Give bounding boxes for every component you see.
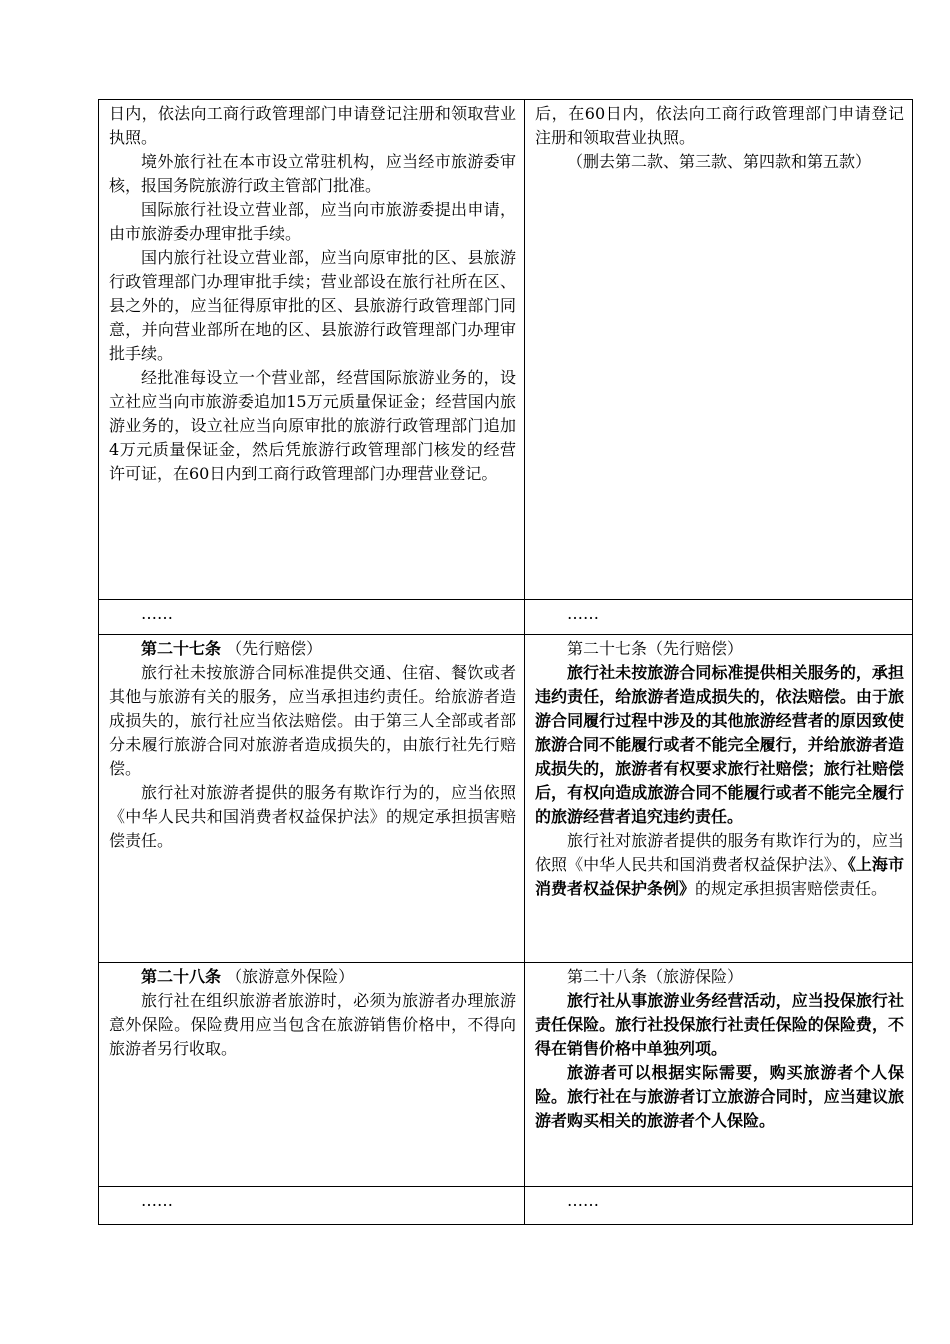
paragraph: 国内旅行社设立营业部，应当向原审批的区、县旅游行政管理部门办理审批手续；营业部设在旅行社所在区、县之外的，应当征得原审批的区、县旅游行政管理部门同意，并向营业部所在地的区、县旅游行政管理部门办理审批手续。 — [109, 248, 516, 363]
article-number: 第二十七条 — [141, 639, 222, 658]
paragraph: 旅行社对旅游者提供的服务有欺诈行为的，应当依照《中华人民共和国消费者权益保护法》的规定承担损害赔偿责任。 — [109, 783, 516, 850]
ellipsis-cell — [525, 600, 913, 635]
table-row — [99, 963, 913, 1187]
article-number: 第二十八条 — [141, 967, 222, 986]
article-number: 第二十八条（旅游保险） — [567, 967, 744, 986]
article-heading — [109, 637, 516, 661]
table-row — [99, 100, 913, 600]
ellipsis: …… — [567, 1191, 599, 1210]
ellipsis: …… — [141, 1191, 173, 1210]
amended-paragraph: 旅行社未按旅游合同标准提供相关服务的，承担违约责任，给旅游者造成损失的，依法赔偿。由于旅游合同履行过程中涉及的其他旅游经营者的原因致使旅游合同不能履行或者不能完全履行，并给旅游者造成损失的，旅游者有权要求旅行社赔偿；旅行社赔偿后，有权向造成旅游合同不能履行或者不能完全履行的旅游经营者追究违约责任。 — [535, 663, 904, 826]
table-row — [99, 1187, 913, 1225]
paragraph: 旅行社未按旅游合同标准提供交通、住宿、餐饮或者其他与旅游有关的服务，应当承担违约责任。给旅游者造成损失的，旅行社应当依法赔偿。由于第三人全部或者部分未履行旅游合同对旅游者造成损失的，由旅行社先行赔偿。 — [109, 663, 516, 778]
article-heading — [535, 965, 904, 989]
deletion-note: （删去第二款、第三款、第四款和第五款） — [567, 152, 872, 171]
text-span: 的规定承担损害赔偿责任。 — [695, 879, 888, 898]
article-heading — [535, 637, 904, 661]
table-row — [99, 600, 913, 635]
table-row — [99, 635, 913, 963]
ellipsis: …… — [567, 604, 599, 623]
ellipsis: …… — [141, 604, 173, 623]
new-text-cell — [525, 100, 913, 600]
old-text-cell — [99, 635, 525, 963]
old-text-cell — [99, 963, 525, 1187]
paragraph: 境外旅行社在本市设立常驻机构，应当经市旅游委审核，报国务院旅游行政主管部门批准。 — [109, 152, 516, 195]
article-heading — [109, 965, 516, 989]
new-text-cell — [525, 635, 913, 963]
article-subtitle: （先行赔偿） — [226, 639, 323, 658]
amended-text-span: 《上海市消费者权益保护条例》 — [535, 855, 904, 898]
paragraph — [535, 829, 904, 901]
old-text-cell — [99, 100, 525, 600]
amended-paragraph: 旅游者可以根据实际需要，购买旅游者个人保险。旅行社在与旅游者订立旅游合同时，应当建议旅游者购买相关的旅游者个人保险。 — [535, 1063, 904, 1130]
article-subtitle: （旅游意外保险） — [226, 967, 355, 986]
new-text-cell — [525, 963, 913, 1187]
paragraph: 后，在60日内，依法向工商行政管理部门申请登记注册和领取营业执照。 — [535, 104, 904, 147]
ellipsis-cell — [99, 600, 525, 635]
paragraph: 旅行社在组织旅游者旅游时，必须为旅游者办理旅游意外保险。保险费用应当包含在旅游销售价格中，不得向旅游者另行收取。 — [109, 991, 516, 1058]
text-span: 旅行社对旅游者提供的服务有欺诈行为的，应当依照《中华人民共和国消费者权益保护法》、 — [535, 831, 904, 874]
article-number: 第二十七条（先行赔偿） — [567, 639, 744, 658]
comparison-table — [98, 99, 913, 1225]
paragraph: 日内，依法向工商行政管理部门申请登记注册和领取营业执照。 — [109, 104, 516, 147]
paragraph: 经批准每设立一个营业部，经营国际旅游业务的，设立社应当向市旅游委追加15万元质量保证金；经营国内旅游业务的，设立社应当向原审批的旅游行政管理部门追加4万元质量保证金，然后凭旅游行政管理部门核发的经营许可证，在60日内到工商行政管理部门办理营业登记。 — [109, 368, 516, 483]
ellipsis-cell — [99, 1187, 525, 1225]
paragraph: 国际旅行社设立营业部，应当向市旅游委提出申请，由市旅游委办理审批手续。 — [109, 200, 516, 243]
amended-paragraph: 旅行社从事旅游业务经营活动，应当投保旅行社责任保险。旅行社投保旅行社责任保险的保险费，不得在销售价格中单独列项。 — [535, 991, 904, 1058]
ellipsis-cell — [525, 1187, 913, 1225]
